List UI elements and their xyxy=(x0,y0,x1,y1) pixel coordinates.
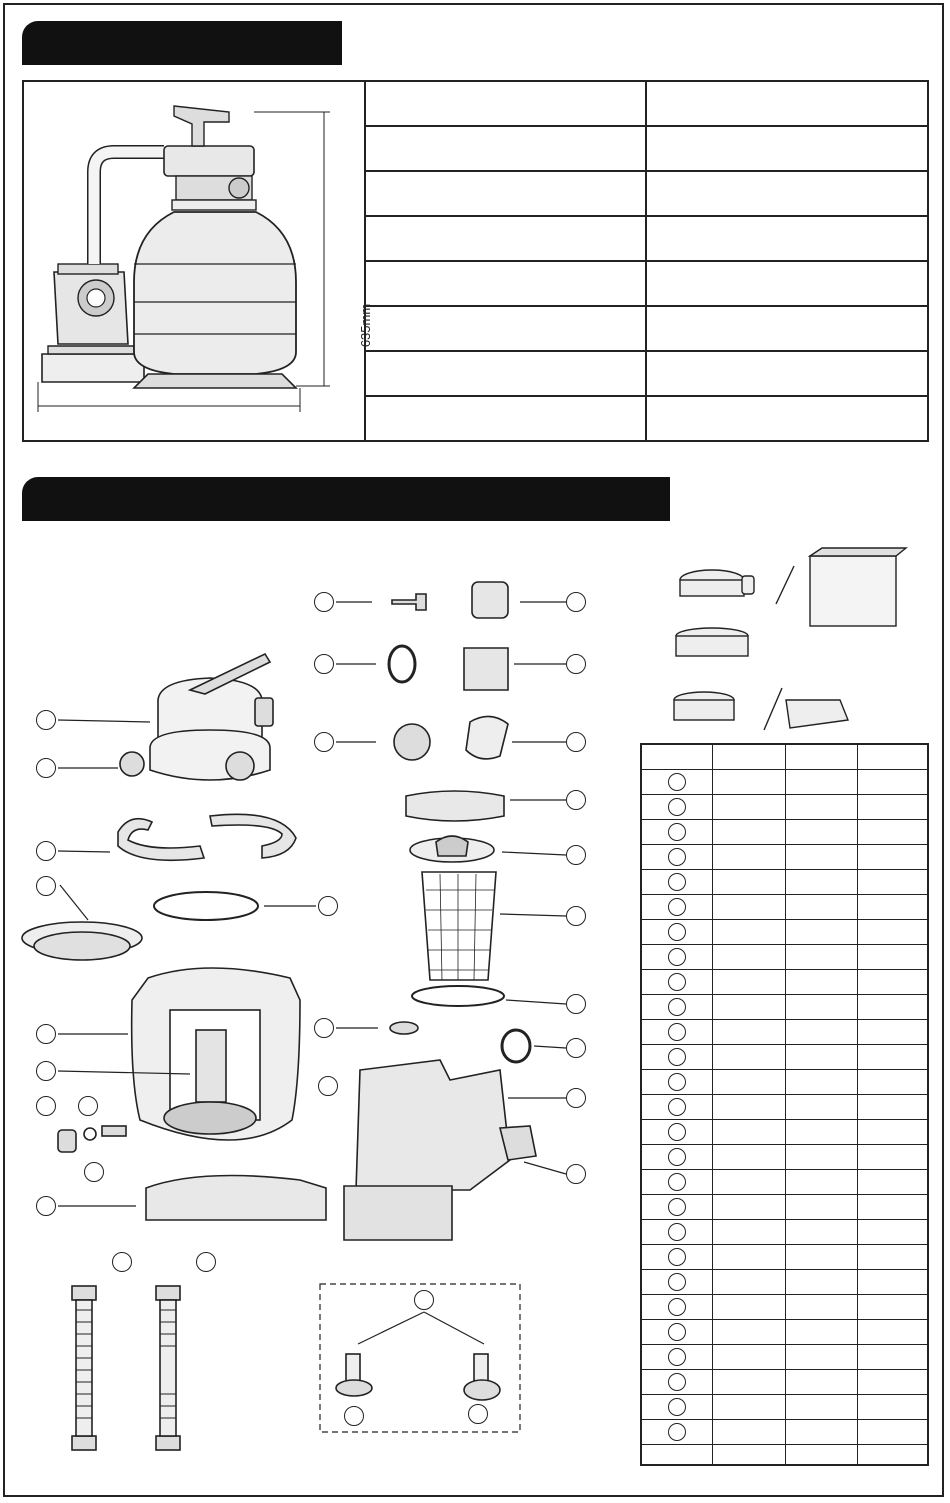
table-row xyxy=(642,1269,927,1294)
callout-marker xyxy=(36,876,56,896)
table-row xyxy=(642,1169,927,1194)
callout-marker xyxy=(112,1252,132,1272)
table-row xyxy=(642,1344,927,1369)
callout-marker xyxy=(414,1290,434,1310)
table-row xyxy=(642,1319,927,1344)
callout-marker xyxy=(566,1164,586,1184)
table-row xyxy=(642,944,927,969)
table-header-row xyxy=(642,745,927,770)
table-row xyxy=(642,794,927,819)
callout-marker xyxy=(566,654,586,674)
callout-marker xyxy=(84,1162,104,1182)
table-row xyxy=(642,869,927,894)
table-row xyxy=(642,1044,927,1069)
table-row xyxy=(642,1194,927,1219)
callout-marker xyxy=(468,1404,488,1424)
table-row xyxy=(642,844,927,869)
table-row xyxy=(642,1119,927,1144)
callout-marker xyxy=(36,1096,56,1116)
callout-marker xyxy=(314,654,334,674)
callout-marker xyxy=(566,994,586,1014)
callout-marker xyxy=(314,732,334,752)
callout-marker xyxy=(566,732,586,752)
height-dimension-label: 635mm xyxy=(358,303,374,348)
callout-marker xyxy=(36,1061,56,1081)
table-row xyxy=(642,1419,927,1444)
callout-marker xyxy=(566,1038,586,1058)
parts-reference-table xyxy=(640,743,929,1466)
table-row xyxy=(642,1294,927,1319)
callout-marker xyxy=(318,896,338,916)
table-row xyxy=(642,969,927,994)
callout-marker xyxy=(36,710,56,730)
callout-marker xyxy=(566,906,586,926)
callout-marker xyxy=(196,1252,216,1272)
callout-marker xyxy=(36,758,56,778)
table-row xyxy=(642,819,927,844)
callout-marker xyxy=(78,1096,98,1116)
table-row xyxy=(642,1244,927,1269)
callout-marker xyxy=(318,1076,338,1096)
callout-marker xyxy=(36,841,56,861)
callout-marker xyxy=(566,592,586,612)
table-row xyxy=(642,1144,927,1169)
table-row xyxy=(642,1219,927,1244)
table-row xyxy=(642,1019,927,1044)
callout-marker xyxy=(314,592,334,612)
table-row xyxy=(642,1369,927,1394)
callout-marker xyxy=(566,1088,586,1108)
table-row xyxy=(642,769,927,794)
callout-marker xyxy=(36,1196,56,1216)
table-row xyxy=(642,1094,927,1119)
table-row xyxy=(642,894,927,919)
callout-marker xyxy=(36,1024,56,1044)
callout-marker xyxy=(314,1018,334,1038)
callout-marker xyxy=(344,1406,364,1426)
table-row xyxy=(642,1394,927,1419)
callout-marker xyxy=(566,790,586,810)
table-row xyxy=(642,1069,927,1094)
table-row xyxy=(642,994,927,1019)
callout-marker xyxy=(566,845,586,865)
table-row xyxy=(642,919,927,944)
table-row xyxy=(642,1444,927,1469)
